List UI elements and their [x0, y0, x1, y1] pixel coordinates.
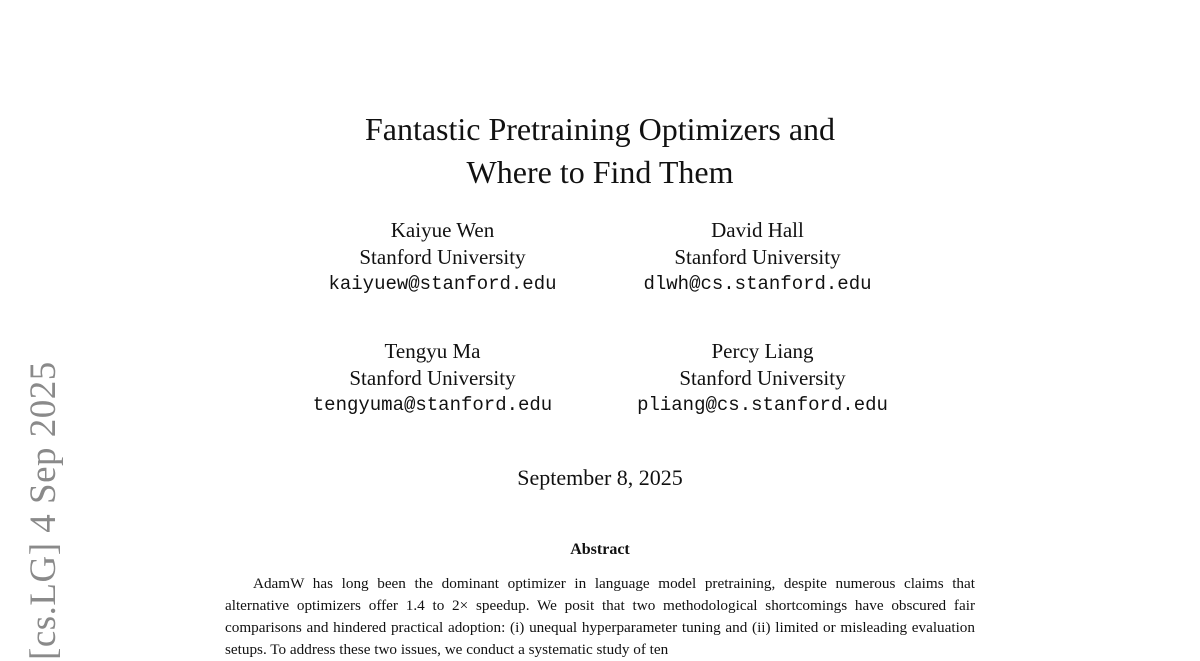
author-name: Kaiyue Wen	[390, 218, 495, 242]
publication-date: September 8, 2025	[517, 465, 683, 490]
author-name: David Hall	[711, 218, 804, 242]
abstract-text: AdamW has long been the dominant optimizer in language model pretraining, despite numerous claims that alternative optimizers offer 1.4 to 2× speedup. We posit that two methodological shortcomings have obscured fair comparisons and hindered practical adoption: (i) unequal hyperparameter tuning and (ii) limited or misleading evaluation setups. To address these two issues, we conduct a systematic study of ten	[225, 575, 975, 658]
author-name: Tengyu Ma	[384, 339, 481, 363]
title-line-2: Where to Find Them	[466, 154, 734, 190]
author-block-kaiyue-wen	[290, 217, 595, 298]
author-email[interactable]: dlwh@cs.stanford.edu	[643, 273, 872, 295]
author-affiliation: Stanford University	[679, 366, 846, 390]
author-affiliation: Stanford University	[349, 366, 516, 390]
author-email[interactable]: pliang@cs.stanford.edu	[637, 394, 888, 416]
author-email[interactable]: kaiyuew@stanford.edu	[328, 273, 557, 295]
author-block-percy-liang	[610, 338, 915, 419]
author-affiliation: Stanford University	[359, 245, 526, 269]
author-email[interactable]: tengyuma@stanford.edu	[312, 394, 553, 416]
author-block-david-hall	[605, 217, 910, 298]
title-line-1: Fantastic Pretraining Optimizers and	[364, 111, 836, 147]
abstract-heading: Abstract	[570, 541, 630, 558]
arxiv-identifier-stamp: [cs.LG] 4 Sep 2025	[23, 361, 64, 660]
author-name: Percy Liang	[711, 339, 814, 363]
author-block-tengyu-ma	[280, 338, 585, 419]
author-affiliation: Stanford University	[674, 245, 841, 269]
paper-title	[0, 108, 1200, 194]
